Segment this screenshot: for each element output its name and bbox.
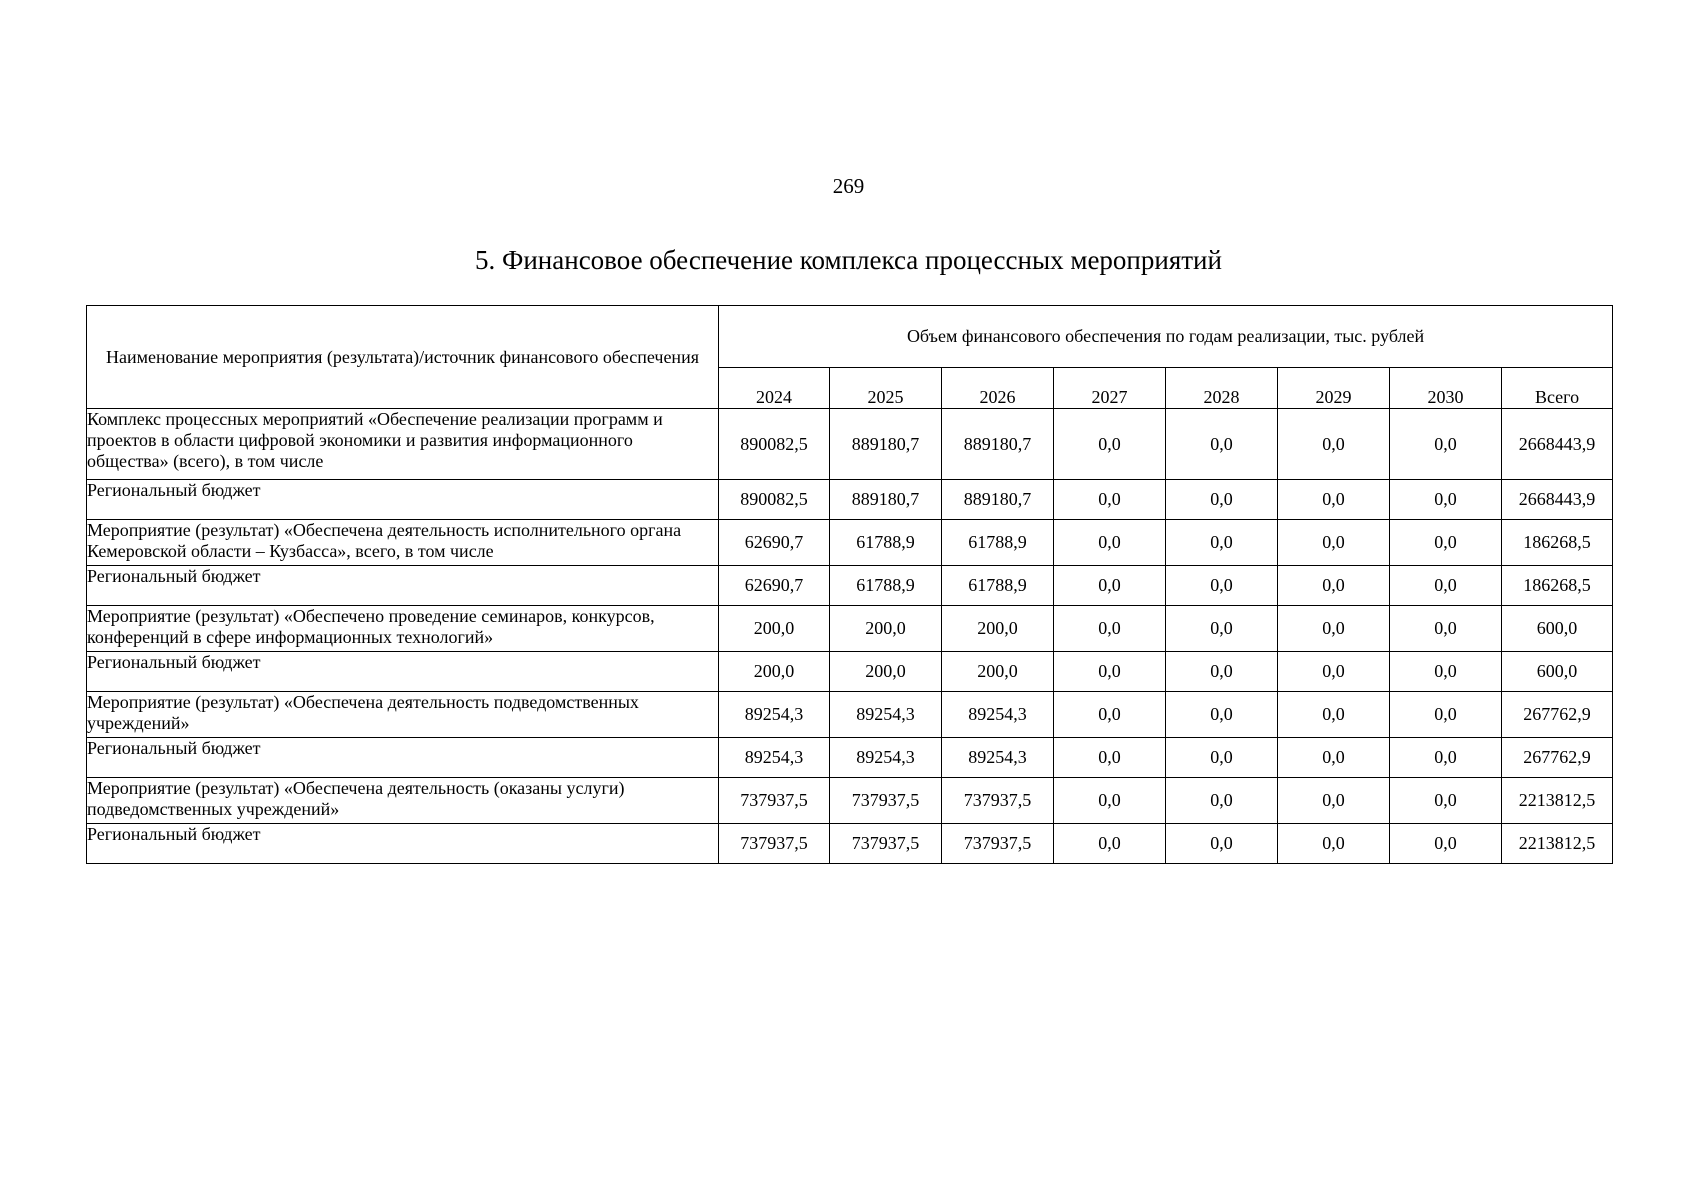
cell-value: 0,0 [1278,738,1390,778]
cell-value: 200,0 [942,652,1054,692]
cell-value: 62690,7 [719,520,830,566]
cell-value: 0,0 [1166,692,1278,738]
document-title: 5. Финансовое обеспечение комплекса процессных мероприятий [475,245,1222,275]
cell-value: 0,0 [1278,606,1390,652]
cell-value: 0,0 [1278,778,1390,824]
table-row [87,824,1613,864]
cell-value: 889180,7 [830,409,942,480]
cell-value: 200,0 [830,652,942,692]
cell-value: 0,0 [1054,480,1166,520]
cell-total: 2668443,9 [1502,480,1613,520]
row-name: Мероприятие (результат) «Обеспечено проведение семинаров, конкурсов, конференций в сфере информационных технологий» [87,606,719,652]
cell-value: 0,0 [1278,520,1390,566]
cell-value: 889180,7 [942,480,1054,520]
table-row [87,520,1613,566]
cell-value: 0,0 [1054,606,1166,652]
cell-value: 0,0 [1166,778,1278,824]
financing-table [86,305,1613,864]
cell-value: 62690,7 [719,566,830,606]
cell-value: 0,0 [1054,409,1166,480]
cell-value: 0,0 [1278,409,1390,480]
table-row [87,778,1613,824]
header-year: 2026 [942,368,1054,409]
row-name: Региональный бюджет [87,738,719,778]
cell-value: 0,0 [1166,480,1278,520]
table-row [87,566,1613,606]
cell-value: 0,0 [1390,778,1502,824]
cell-value: 0,0 [1166,409,1278,480]
cell-value: 0,0 [1390,606,1502,652]
cell-value: 0,0 [1166,738,1278,778]
cell-total: 2213812,5 [1502,824,1613,864]
cell-value: 890082,5 [719,480,830,520]
row-name: Региональный бюджет [87,824,719,864]
header-year: 2024 [719,368,830,409]
cell-value: 890082,5 [719,409,830,480]
cell-value: 0,0 [1390,692,1502,738]
table-row [87,738,1613,778]
cell-value: 0,0 [1054,566,1166,606]
table-row [87,692,1613,738]
header-year: 2030 [1390,368,1502,409]
cell-value: 0,0 [1390,480,1502,520]
header-year: 2027 [1054,368,1166,409]
cell-total: 267762,9 [1502,692,1613,738]
cell-value: 200,0 [719,606,830,652]
cell-value: 200,0 [942,606,1054,652]
cell-value: 737937,5 [942,824,1054,864]
header-total: Всего [1502,368,1613,409]
cell-total: 600,0 [1502,606,1613,652]
cell-value: 889180,7 [830,480,942,520]
cell-value: 0,0 [1166,652,1278,692]
cell-value: 0,0 [1390,566,1502,606]
cell-value: 0,0 [1054,738,1166,778]
row-name: Мероприятие (результат) «Обеспечена деятельность (оказаны услуги) подведомственных учреждений» [87,778,719,824]
cell-value: 61788,9 [830,566,942,606]
cell-value: 737937,5 [830,778,942,824]
header-name-column: Наименование мероприятия (результата)/источник финансового обеспечения [87,306,719,409]
cell-total: 267762,9 [1502,738,1613,778]
cell-value: 89254,3 [719,692,830,738]
table-row [87,409,1613,480]
cell-value: 0,0 [1390,652,1502,692]
row-name: Региональный бюджет [87,566,719,606]
cell-total: 2213812,5 [1502,778,1613,824]
table-row [87,606,1613,652]
cell-value: 737937,5 [942,778,1054,824]
cell-value: 0,0 [1054,652,1166,692]
cell-value: 0,0 [1278,480,1390,520]
cell-value: 89254,3 [942,738,1054,778]
cell-value: 0,0 [1278,566,1390,606]
cell-value: 200,0 [719,652,830,692]
cell-value: 89254,3 [830,692,942,738]
cell-value: 0,0 [1054,520,1166,566]
cell-value: 0,0 [1390,824,1502,864]
header-year: 2029 [1278,368,1390,409]
cell-value: 0,0 [1390,409,1502,480]
cell-value: 0,0 [1390,520,1502,566]
header-year: 2028 [1166,368,1278,409]
page-number: 269 [832,174,865,198]
cell-value: 0,0 [1054,778,1166,824]
cell-value: 0,0 [1166,566,1278,606]
cell-value: 61788,9 [942,520,1054,566]
cell-value: 0,0 [1054,692,1166,738]
cell-value: 0,0 [1390,738,1502,778]
cell-value: 737937,5 [719,824,830,864]
row-name: Региональный бюджет [87,480,719,520]
cell-value: 737937,5 [719,778,830,824]
header-year: 2025 [830,368,942,409]
cell-value: 0,0 [1278,824,1390,864]
cell-value: 0,0 [1278,692,1390,738]
cell-total: 600,0 [1502,652,1613,692]
cell-value: 89254,3 [942,692,1054,738]
table-row [87,652,1613,692]
table-row [87,480,1613,520]
header-volume-group: Объем финансового обеспечения по годам реализации, тыс. рублей [719,306,1613,368]
cell-value: 200,0 [830,606,942,652]
cell-total: 2668443,9 [1502,409,1613,480]
cell-value: 0,0 [1054,824,1166,864]
cell-value: 89254,3 [830,738,942,778]
cell-total: 186268,5 [1502,520,1613,566]
cell-value: 61788,9 [942,566,1054,606]
cell-total: 186268,5 [1502,566,1613,606]
row-name: Мероприятие (результат) «Обеспечена деятельность исполнительного органа Кемеровской области – Кузбасса», всего, в том числе [87,520,719,566]
row-name: Комплекс процессных мероприятий «Обеспечение реализации программ и проектов в области цифровой экономики и развития информационного общества» (всего), в том числе [87,409,719,480]
cell-value: 0,0 [1166,824,1278,864]
row-name: Региональный бюджет [87,652,719,692]
row-name: Мероприятие (результат) «Обеспечена деятельность подведомственных учреждений» [87,692,719,738]
cell-value: 0,0 [1278,652,1390,692]
cell-value: 61788,9 [830,520,942,566]
cell-value: 0,0 [1166,606,1278,652]
cell-value: 89254,3 [719,738,830,778]
cell-value: 889180,7 [942,409,1054,480]
cell-value: 737937,5 [830,824,942,864]
cell-value: 0,0 [1166,520,1278,566]
